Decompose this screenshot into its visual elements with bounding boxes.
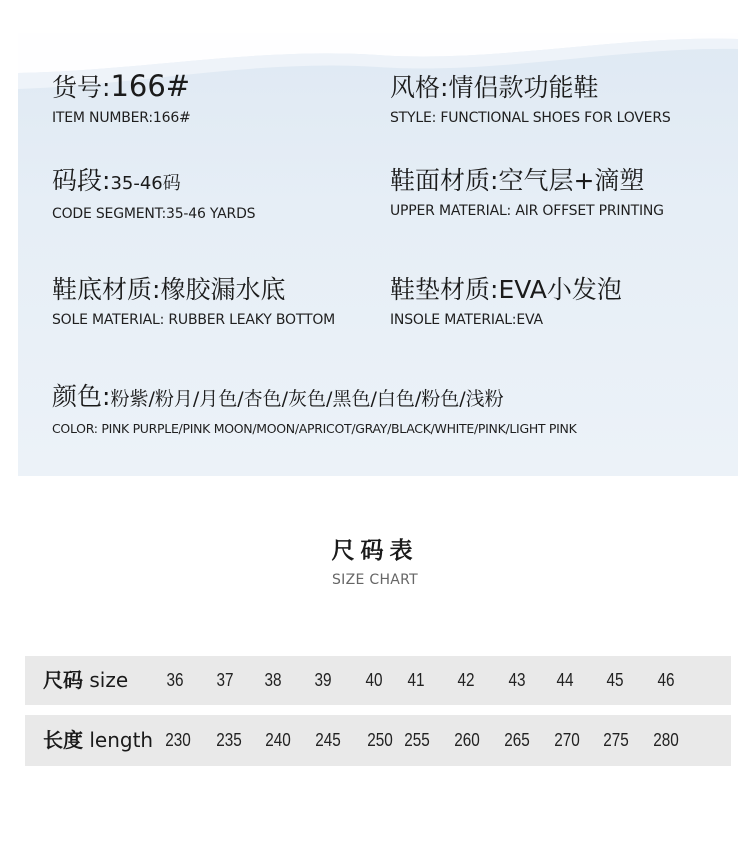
size-cell: 43 (508, 670, 526, 690)
upper-material-en: UPPER MATERIAL: AIR OFFSET PRINTING (390, 203, 664, 219)
length-cell: 275 (603, 730, 629, 750)
length-row-label-cn: 长度 (43, 728, 83, 752)
size-cell: 41 (407, 670, 425, 690)
color-field (52, 382, 577, 438)
color-cn-value: 粉紫/粉月/月色/杏色/灰色/黑色/白色/粉色/浅粉 (110, 388, 504, 410)
insole-material-field (390, 275, 622, 329)
size-row-label-en: size (89, 668, 129, 692)
code-segment-en-label: CODE SEGMENT: (52, 206, 166, 222)
code-segment-en-value: 35-46 YARDS (165, 206, 256, 222)
size-cell: 46 (657, 670, 675, 690)
item-number-en-label: ITEM NUMBER: (52, 110, 153, 126)
size-cell: 42 (457, 670, 475, 690)
code-segment-cn-value: 35-46码 (110, 173, 181, 194)
size-cell: 40 (365, 670, 383, 690)
length-cell: 260 (454, 730, 480, 750)
size-row-label-cn: 尺码 (43, 668, 83, 692)
item-number-cn-label: 货号: (52, 73, 111, 102)
color-en-value: PINK PURPLE/PINK MOON/MOON/APRICOT/GRAY/BLACK/WHITE/PINK/LIGHT PINK (101, 421, 577, 436)
length-cell: 280 (653, 730, 679, 750)
style-cn-label: 风格: (390, 73, 449, 102)
length-cell: 270 (554, 730, 580, 750)
insole-material-cn-label: 鞋垫材质: (390, 275, 499, 304)
style-cn-value: 情侣款功能鞋 (448, 73, 599, 102)
length-cell: 235 (216, 730, 242, 750)
insole-material-en: INSOLE MATERIAL:EVA (390, 312, 543, 328)
length-row (25, 715, 731, 766)
size-cell: 44 (556, 670, 574, 690)
size-row (25, 656, 731, 705)
length-row-label-en: length (89, 728, 154, 752)
sole-material-en: SOLE MATERIAL: RUBBER LEAKY BOTTOM (52, 312, 336, 328)
sole-material-cn-value: 橡胶漏水底 (160, 275, 286, 304)
size-chart-title: 尺码表 (331, 538, 419, 564)
sole-material-field (52, 275, 335, 329)
size-cell: 45 (606, 670, 624, 690)
color-cn-label: 颜色: (52, 382, 111, 411)
sole-material-cn-label: 鞋底材质: (52, 275, 161, 304)
item-number-cn-value: 166# (110, 69, 191, 103)
style-en: STYLE: FUNCTIONAL SHOES FOR LOVERS (390, 110, 671, 126)
item-number-en-value: 166# (152, 110, 191, 126)
upper-material-field (390, 166, 664, 220)
size-cell: 37 (216, 670, 234, 690)
length-cell: 230 (165, 730, 191, 750)
size-cell: 39 (314, 670, 332, 690)
size-cell: 38 (264, 670, 282, 690)
insole-material-cn-value: EVA小发泡 (498, 275, 622, 304)
length-cell: 250 (367, 730, 393, 750)
code-segment-field (52, 166, 255, 223)
length-cell: 240 (265, 730, 291, 750)
color-en-label: COLOR: (52, 421, 98, 436)
length-cell: 245 (315, 730, 341, 750)
length-cell: 265 (504, 730, 530, 750)
style-field (390, 73, 671, 127)
product-info-panel (18, 33, 738, 476)
size-chart-subtitle: SIZE CHART (331, 572, 419, 588)
size-cell: 36 (166, 670, 184, 690)
item-number-field (52, 71, 191, 127)
upper-material-cn-value: 空气层+滴塑 (498, 166, 645, 195)
code-segment-cn-label: 码段: (52, 166, 111, 195)
length-cell: 255 (404, 730, 430, 750)
upper-material-cn-label: 鞋面材质: (390, 166, 499, 195)
